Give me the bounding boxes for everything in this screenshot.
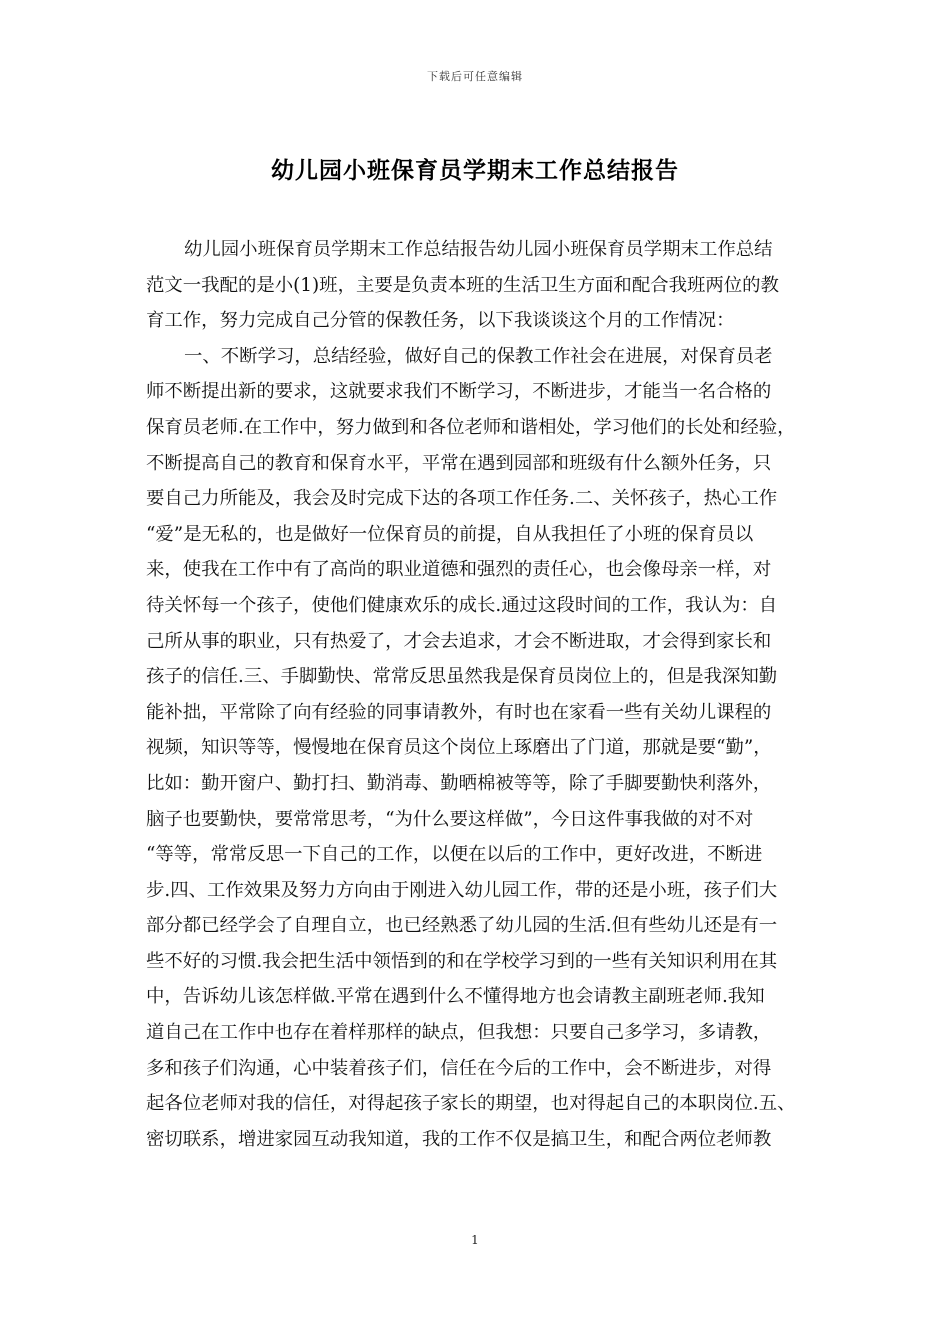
body-line: 些不好的习惯.我会把生活中领悟到的和在学校学习到的一些有关知识利用在其 — [146, 950, 778, 972]
body-line: 中，告诉幼儿该怎样做.平常在遇到什么不懂得地方也会请教主副班老师.我知 — [146, 986, 765, 1008]
body-line: 一、不断学习，总结经验，做好自己的保教工作社会在进展，对保育员老 — [184, 345, 773, 367]
body-line: 能补拙，平常除了向有经验的同事请教外，有时也在家看一些有关幼儿课程的 — [146, 701, 772, 723]
document-title: 幼儿园小班保育员学期末工作总结报告 — [271, 158, 679, 184]
page-number: 1 — [471, 1233, 479, 1247]
body-line: “等等，常常反思一下自己的工作，以便在以后的工作中，更好改进，不断进 — [146, 844, 763, 866]
body-line: 视频，知识等等，慢慢地在保育员这个岗位上琢磨出了门道，那就是要“勤”， — [146, 737, 772, 759]
body-line: “爱”是无私的，也是做好一位保育员的前提，自从我担任了小班的保育员以 — [146, 523, 754, 545]
body-line: 范文一我配的是小(1)班，主要是负责本班的生活卫生方面和配合我班两位的教 — [146, 274, 779, 296]
body-line: 孩子的信任.三、手脚勤快、常常反思虽然我是保育员岗位上的，但是我深知勤 — [146, 666, 778, 688]
body-line: 不断提高自己的教育和保育水平，平常在遇到园部和班级有什么额外任务，只 — [146, 452, 772, 474]
body-line: 部分都已经学会了自理自立，也已经熟悉了幼儿园的生活.但有些幼儿还是有一 — [146, 915, 778, 937]
body-line: 道自己在工作中也存在着样那样的缺点，但我想：只要自己多学习，多请教， — [146, 1022, 772, 1044]
body-line: 起各位老师对我的信任，对得起孩子家长的期望，也对得起自己的本职岗位.五、 — [146, 1093, 796, 1115]
body-line: 师不断提出新的要求，这就要求我们不断学习，不断进步，才能当一名合格的 — [146, 381, 772, 403]
body-line: 保育员老师.在工作中，努力做到和各位老师和谐相处，学习他们的长处和经验， — [146, 416, 796, 438]
body-line: 步.四、工作效果及努力方向由于刚进入幼儿园工作，带的还是小班，孩子们大 — [146, 879, 778, 901]
body-line: 来，使我在工作中有了高尚的职业道德和强烈的责任心，也会像母亲一样，对 — [146, 559, 772, 581]
body-line: 多和孩子们沟通，心中装着孩子们，信任在今后的工作中，会不断进步，对得 — [146, 1057, 772, 1079]
body-line: 育工作，努力完成自己分管的保教任务，以下我谈谈这个月的工作情况： — [146, 310, 735, 332]
document-body — [146, 232, 808, 1157]
body-line: 脑子也要勤快，要常常思考，“为什么要这样做”，今日这件事我做的对不对 — [146, 808, 754, 830]
body-line: 幼儿园小班保育员学期末工作总结报告幼儿园小班保育员学期末工作总结 — [184, 239, 773, 260]
body-line: 比如：勤开窗户、勤打扫、勤消毒、勤晒棉被等等，除了手脚要勤快利落外， — [146, 772, 772, 794]
body-line: 要自己力所能及，我会及时完成下达的各项工作任务.二、关怀孩子，热心工作 — [146, 488, 778, 510]
header-note: 下载后可任意编辑 — [427, 70, 523, 83]
body-line: 待关怀每一个孩子，使他们健康欢乐的成长.通过这段时间的工作，我认为：自 — [146, 594, 778, 616]
body-line: 密切联系，增进家园互动我知道，我的工作不仅是搞卫生，和配合两位老师教 — [146, 1128, 772, 1150]
body-line: 己所从事的职业，只有热爱了，才会去追求，才会不断进取，才会得到家长和 — [146, 630, 772, 652]
